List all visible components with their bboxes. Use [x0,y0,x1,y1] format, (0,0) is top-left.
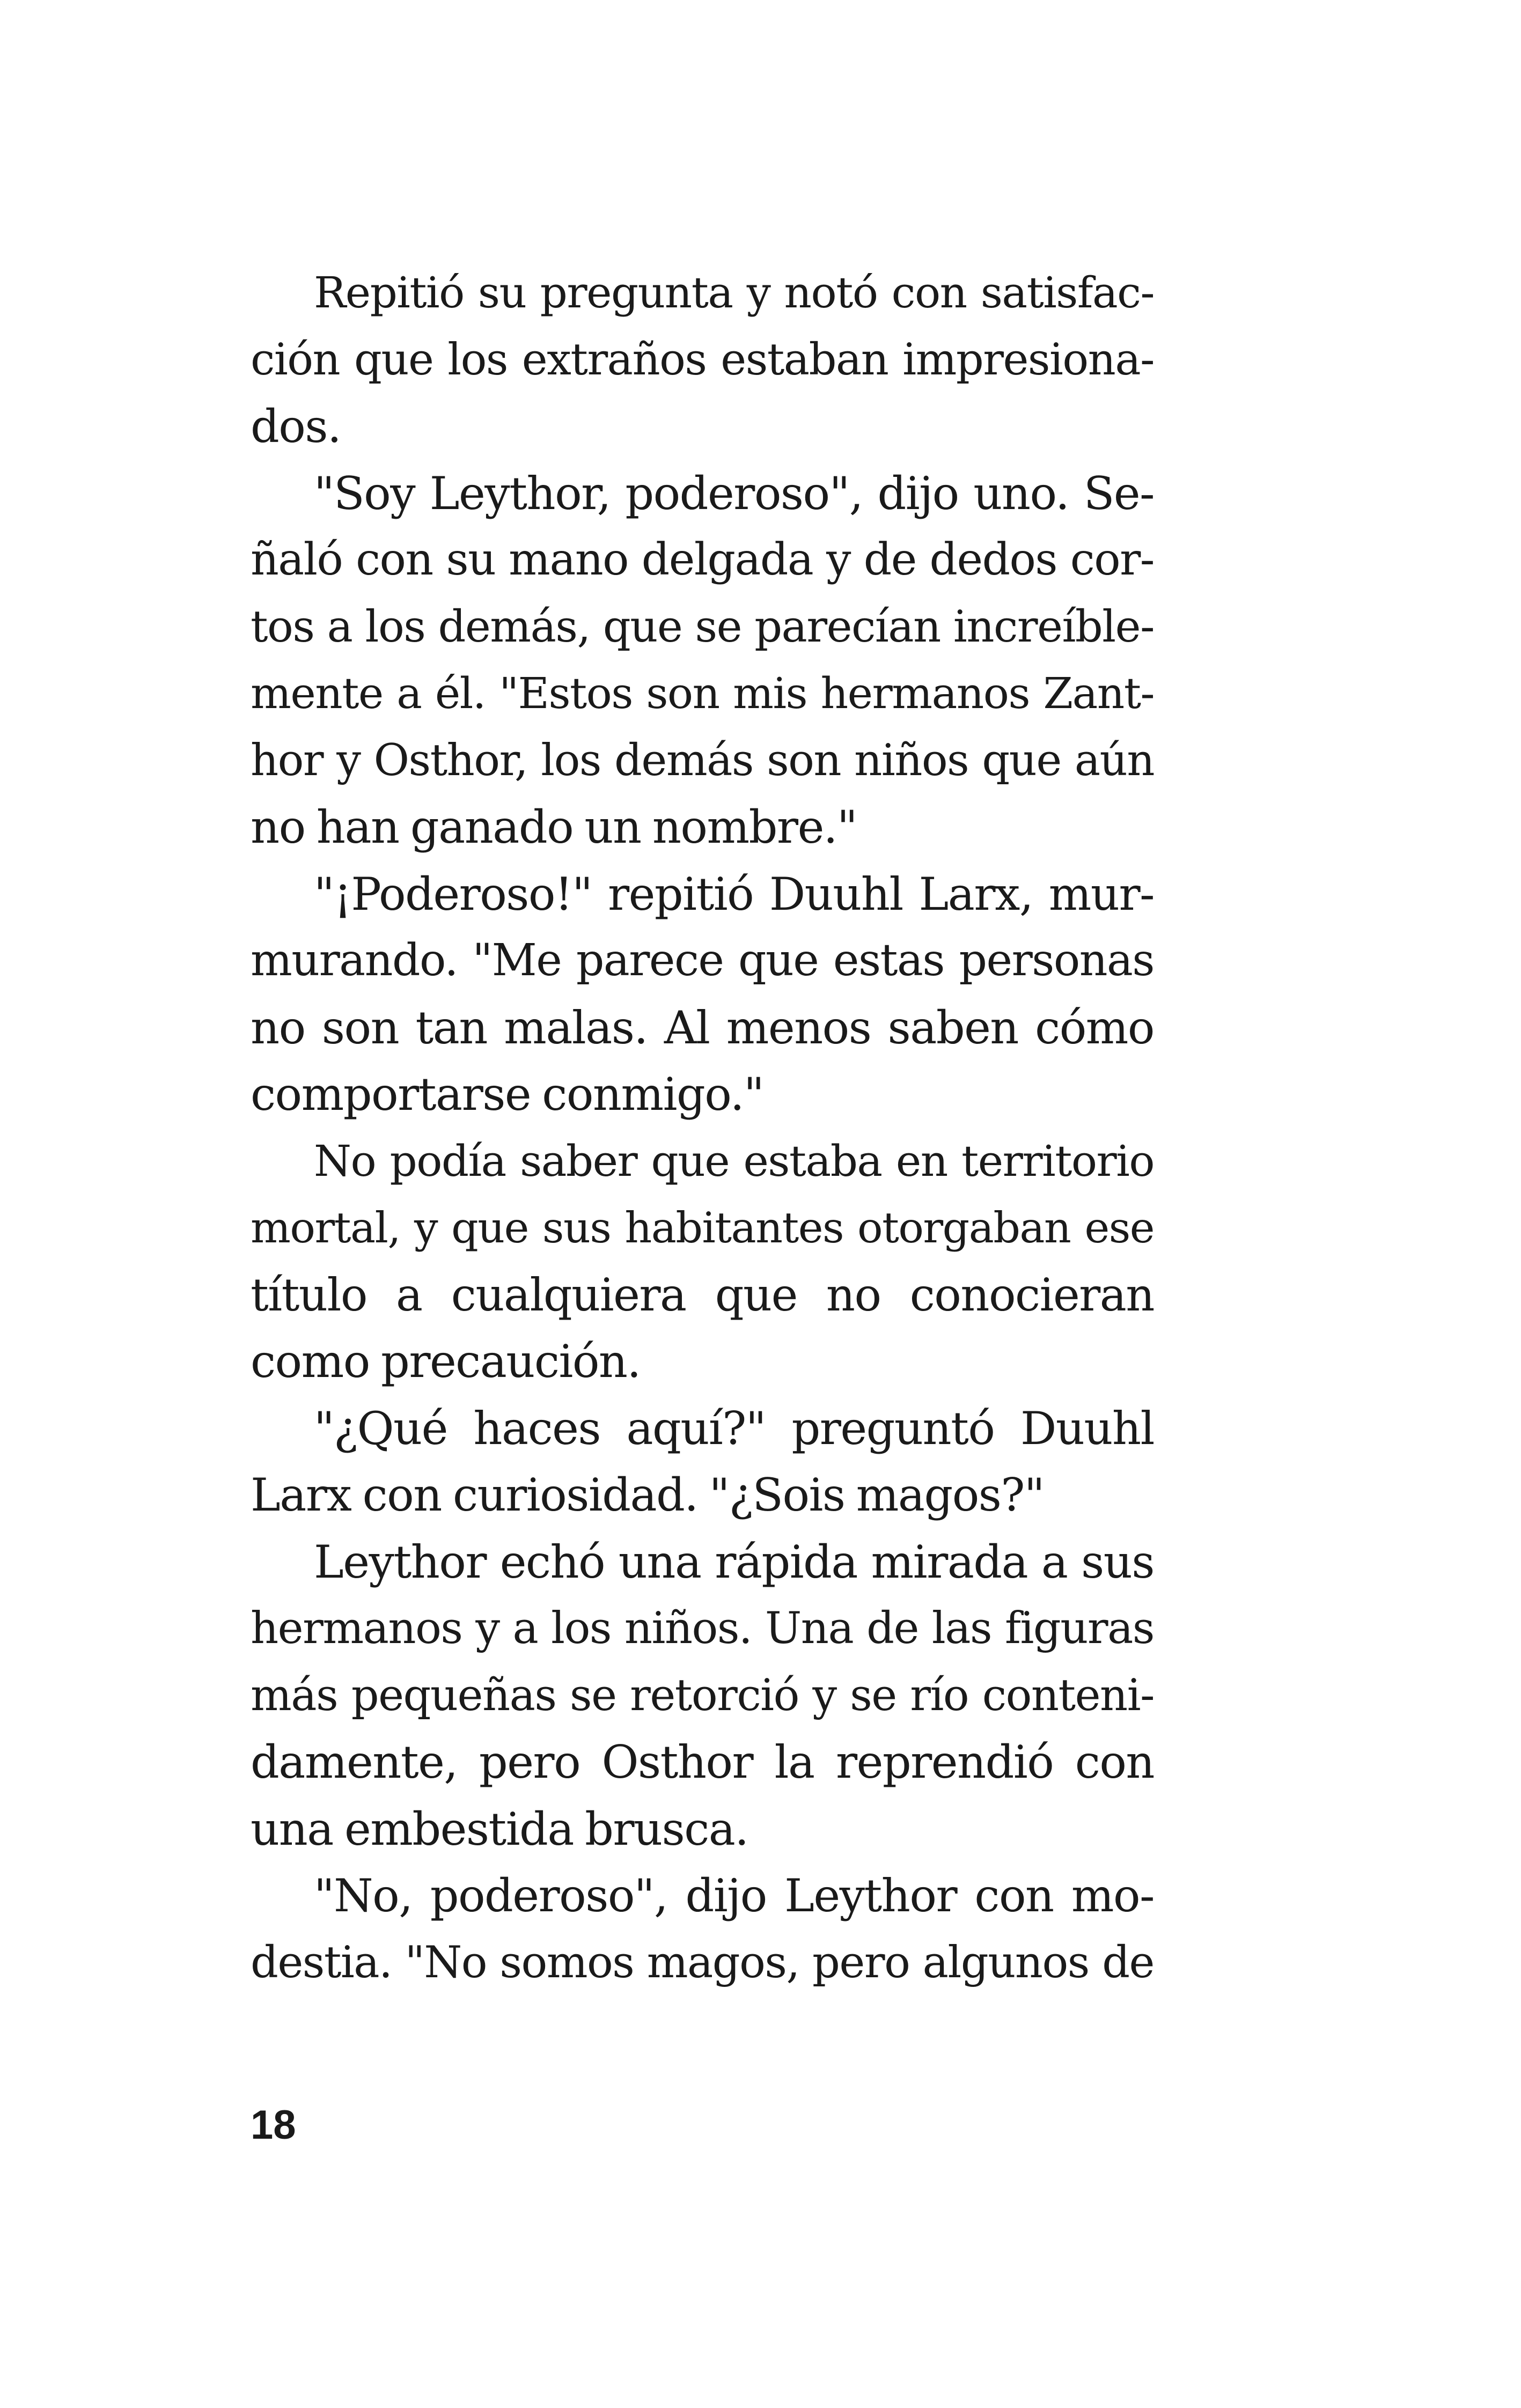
text-line: damente, pero Osthor la reprendió con [251,1736,1154,1788]
text-line: más pequeñas se retorció y se río conteni- [251,1670,1154,1721]
text-line: ción que los extraños estaban impresiona- [251,334,1154,385]
page-number: 18 [251,2102,296,2148]
text-line: dos. [251,400,341,453]
text-line: título a cualquiera que no conocieran [251,1268,1154,1321]
text-line: ñaló con su mano delgada y de dedos cor- [251,534,1154,585]
text-line: "No, poderoso", dijo Leythor con mo- [314,1869,1154,1922]
text-line: Leythor echó una rápida mirada a sus [314,1535,1154,1588]
text-line: Repitió su pregunta y notó con satisfac- [314,268,1154,318]
text-line: "¿Qué haces aquí?" preguntó Duuhl [314,1402,1154,1455]
text-line: destia. "No somos magos, pero algunos de [251,1937,1154,1988]
text-line: no son tan malas. Al menos saben cómo [251,1001,1154,1054]
text-line: "Soy Leythor, poderoso", dijo uno. Se- [314,467,1154,520]
text-line: Larx con curiosidad. "¿Sois magos?" [251,1469,1045,1521]
text-line: no han ganado un nombre." [251,801,857,853]
text-line: murando. "Me parece que estas personas [251,935,1154,986]
text-line: hor y Osthor, los demás son niños que aún [251,735,1154,786]
body-text [251,260,1154,1996]
text-line: comportarse conmigo." [251,1068,764,1121]
text-line: mortal, y que sus habitantes otorgaban ese [251,1203,1154,1253]
text-line: una embestida brusca. [251,1802,748,1855]
text-line: No podía saber que estaba en territorio [314,1136,1154,1186]
text-line: "¡Poderoso!" repitió Duuhl Larx, mur- [314,867,1154,921]
text-line: tos a los demás, que se parecían increíble- [251,601,1154,652]
text-line: como precaución. [251,1335,641,1388]
text-line: mente a él. "Estos son mis hermanos Zant- [251,668,1154,718]
text-line: hermanos y a los niños. Una de las figuras [251,1603,1154,1654]
